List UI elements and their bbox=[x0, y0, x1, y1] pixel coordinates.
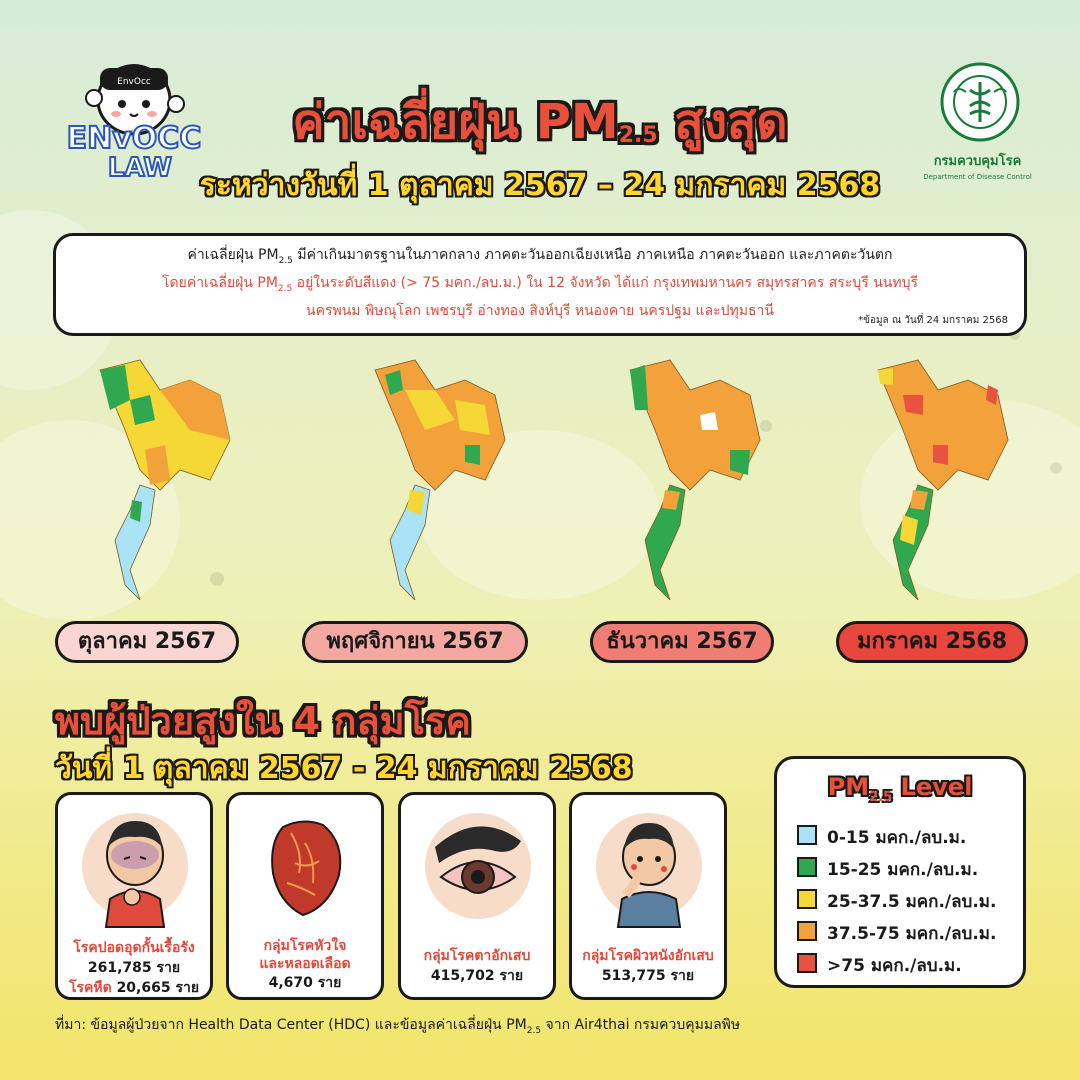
disease-name: กลุ่มโรคผิวหนังอักเสบ bbox=[582, 948, 714, 964]
summary-line-1-sub: 2.5 bbox=[278, 255, 293, 266]
source-text-end: จาก Air4thai กรมควบคุมมลพิษ bbox=[541, 1017, 741, 1033]
summary-line-2-a: โดยค่าเฉลี่ยฝุ่น PM bbox=[162, 274, 278, 291]
source-subscript: 2.5 bbox=[526, 1025, 542, 1036]
ministry-seal-icon bbox=[940, 62, 1020, 142]
month-label-november bbox=[302, 621, 528, 663]
source-text: ที่มา: ข้อมูลผู้ป่วยจาก Health Data Center (HDC) และข้อมูลค่าเฉลี่ยฝุ่น PM bbox=[55, 1017, 527, 1033]
disease-card-copd bbox=[55, 792, 213, 1000]
month-label-text: พฤศจิกายน 2567 bbox=[326, 629, 504, 654]
pm25-map-october bbox=[70, 350, 250, 620]
disease-name: กลุ่มโรคหัวใจ bbox=[263, 938, 347, 954]
legend-label: 25-37.5 มคก./ลบ.ม. bbox=[827, 892, 997, 912]
background-dot bbox=[1050, 462, 1062, 474]
disease-name: โรคปอดอุดกั้นเรื้อรัง bbox=[73, 940, 195, 956]
month-label-text: มกราคม 2568 bbox=[856, 629, 1008, 654]
legend-label: >75 มคก./ลบ.ม. bbox=[827, 956, 962, 976]
legend-title-text: PM bbox=[827, 773, 870, 801]
data-date-note: *ข้อมูล ณ วันที่ 24 มกราคม 2568 bbox=[858, 315, 1008, 326]
heart-icon bbox=[243, 803, 369, 929]
legend-swatch bbox=[797, 953, 817, 973]
disease-card-eye bbox=[398, 792, 556, 1000]
disease-count: 261,785 ราย bbox=[87, 960, 181, 976]
disease-name-asthma: โรคหืด bbox=[68, 980, 112, 996]
pm25-map-december bbox=[600, 350, 780, 620]
itchy-skin-boy-icon bbox=[586, 803, 712, 929]
summary-line-2 bbox=[56, 272, 1024, 300]
page-title bbox=[230, 84, 850, 160]
legend-label: 0-15 มคก./ลบ.ม. bbox=[827, 828, 967, 848]
month-label-january bbox=[836, 621, 1028, 663]
disease-section-subtitle: วันที่ 1 ตุลาคม 2567 - 24 มกราคม 2568 bbox=[55, 751, 633, 786]
disease-card-skin bbox=[569, 792, 727, 1000]
asthma-row bbox=[58, 977, 210, 999]
title-text-end: สูงสุด bbox=[657, 94, 788, 150]
mascot-wordmark-top: ENvOCC bbox=[66, 121, 202, 156]
legend-swatch bbox=[797, 921, 817, 941]
title-subscript: 2.5 bbox=[618, 123, 658, 148]
org-name-th: กรมควบคุมโรค bbox=[933, 154, 1022, 169]
summary-box bbox=[53, 233, 1027, 336]
legend-label: 37.5-75 มคก./ลบ.ม. bbox=[827, 924, 997, 944]
disease-section-title: พบผู้ป่วยสูงใน 4 กลุ่มโรค bbox=[55, 699, 471, 743]
red-eye-icon bbox=[415, 803, 541, 929]
source-credit bbox=[55, 1014, 740, 1036]
envocc-law-mascot-logo bbox=[48, 48, 218, 188]
month-label-text: ธันวาคม 2567 bbox=[606, 629, 758, 654]
legend-swatch bbox=[797, 857, 817, 877]
legend-label: 15-25 มคก./ลบ.ม. bbox=[827, 860, 979, 880]
title-text: ค่าเฉลี่ยฝุ่น PM bbox=[292, 94, 619, 150]
summary-line-1-a: ค่าเฉลี่ยฝุ่น PM bbox=[187, 247, 279, 263]
summary-line-2-b: อยู่ในระดับสีแดง (> 75 มคก./ลบ.ม.) ใน 12 จังหวัด ได้แก่ กรุงเทพมหานคร สมุทรสาคร สระบุรี นนทบุรี bbox=[292, 274, 918, 291]
summary-line-3: นครพนม พิษณุโลก เพชรบุรี อ่างทอง สิงห์บุรี หนองคาย นครปฐม และปทุมธานี bbox=[306, 302, 774, 319]
disease-card-heart bbox=[226, 792, 384, 1000]
disease-count: 415,702 ราย bbox=[430, 968, 524, 984]
org-caption bbox=[915, 150, 1040, 181]
org-name-en: Department of Disease Control bbox=[923, 173, 1032, 181]
legend-title-subscript: 2.5 bbox=[869, 789, 893, 805]
legend-swatch bbox=[797, 825, 817, 845]
summary-line-1-b: มีค่าเกินมาตรฐานในภาคกลาง ภาคตะวันออกเฉียงเหนือ ภาคเหนือ ภาคตะวันออก และภาคตะวันตก bbox=[292, 247, 893, 263]
pm25-map-november bbox=[345, 350, 525, 620]
legend-swatch bbox=[797, 889, 817, 909]
month-label-text: ตุลาคม 2567 bbox=[77, 629, 217, 654]
pm25-map-january bbox=[848, 350, 1028, 620]
disease-count-asthma: 20,665 ราย bbox=[116, 980, 200, 996]
pm25-legend bbox=[774, 756, 1026, 988]
month-label-october bbox=[55, 621, 239, 663]
mascot-cap-text: EnvOcc bbox=[117, 77, 151, 87]
legend-title-end: Level bbox=[892, 773, 973, 801]
page-subtitle: ระหว่างวันที่ 1 ตุลาคม 2567 – 24 มกราคม 2568 bbox=[199, 168, 881, 203]
coughing-boy-icon bbox=[72, 803, 198, 929]
mascot-wordmark-bottom: LAW bbox=[107, 153, 173, 183]
legend-title bbox=[777, 773, 1023, 805]
summary-line-1 bbox=[56, 244, 1024, 272]
summary-line-2-sub: 2.5 bbox=[277, 283, 293, 294]
disease-name: กลุ่มโรคตาอักเสบ bbox=[423, 948, 531, 964]
month-label-december bbox=[590, 621, 774, 663]
disease-name-line2: และหลอดเลือด bbox=[259, 956, 351, 972]
disease-count: 4,670 ราย bbox=[268, 975, 342, 991]
disease-count: 513,775 ราย bbox=[601, 968, 695, 984]
